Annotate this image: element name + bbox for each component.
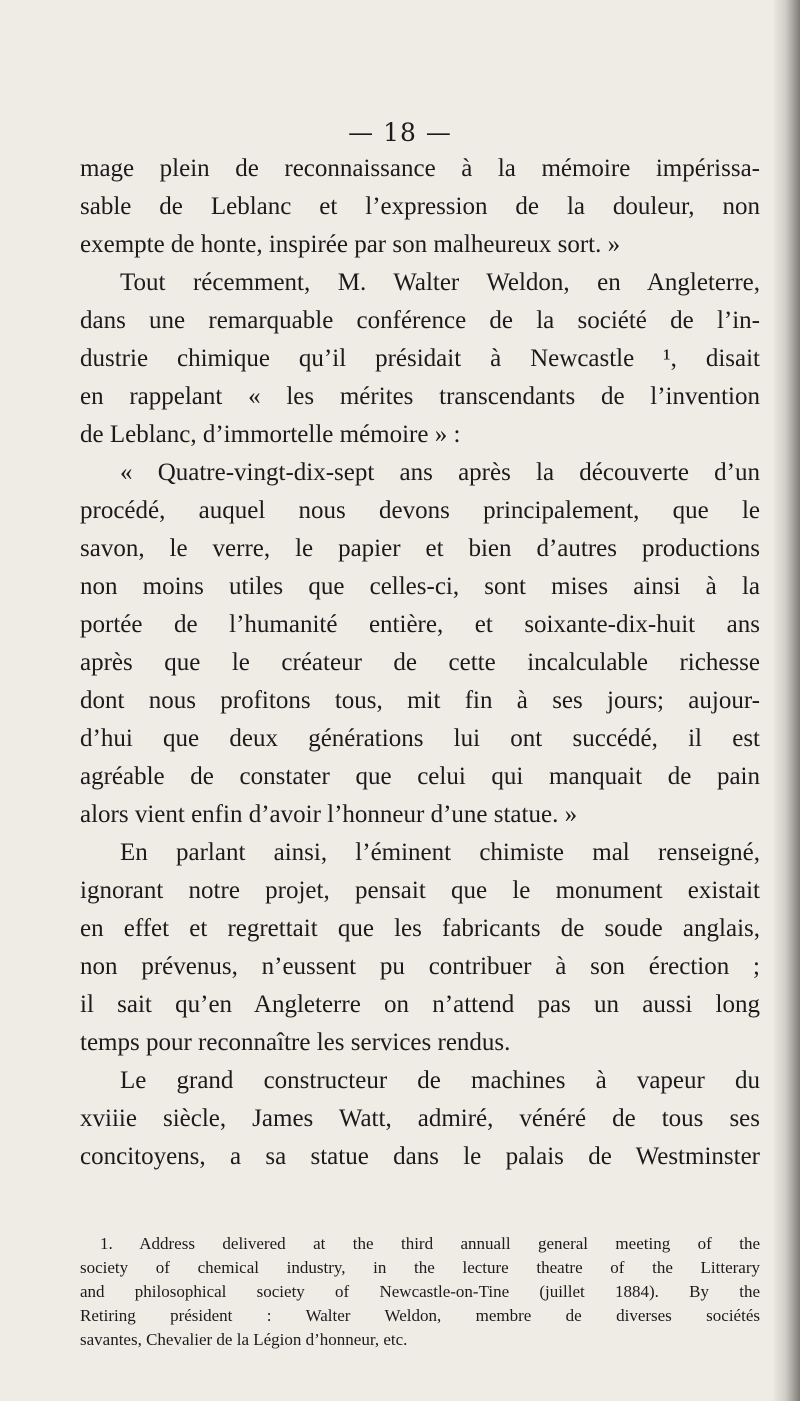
body-line: Le grand constructeur de machines à vapeur du: [120, 1067, 760, 1094]
body-line: après que le créateur de cette incalculable richesse: [80, 649, 760, 676]
body-line: ignorant notre projet, pensait que le monument existait: [80, 877, 760, 904]
body-line: dans une remarquable conférence de la société de l’in-: [80, 307, 760, 334]
body-line: Tout récemment, M. Walter Weldon, en Angleterre,: [120, 269, 760, 296]
body-line: dont nous profitons tous, mit fin à ses jours; aujour-: [80, 687, 760, 714]
body-line: exempte de honte, inspirée par son malheureux sort. »: [80, 231, 621, 258]
body-line: en rappelant « les mérites transcendants de l’invention: [80, 383, 760, 410]
body-line: non prévenus, n’eussent pu contribuer à son érection ;: [80, 953, 760, 980]
body-line: alors vient enfin d’avoir l’honneur d’une statue. »: [80, 801, 578, 828]
footnote-line: 1. Address delivered at the third annuall general meeting of the: [100, 1234, 760, 1253]
body-line: dustrie chimique qu’il présidait à Newcastle ¹, disait: [80, 345, 760, 372]
body-line: concitoyens, a sa statue dans le palais de Westminster: [80, 1143, 760, 1170]
body-line: en effet et regrettait que les fabricants de soude anglais,: [80, 915, 760, 942]
body-text: [80, 150, 760, 1176]
body-line: sable de Leblanc et l’expression de la douleur, non: [80, 193, 760, 220]
body-line: savon, le verre, le papier et bien d’autres productions: [80, 535, 760, 562]
body-line: portée de l’humanité entière, et soixante-dix-huit ans: [80, 611, 760, 638]
footnote-line: savantes, Chevalier de la Légion d’honneur, etc.: [80, 1330, 408, 1349]
footnote-line: society of chemical industry, in the lecture theatre of the Litterary: [80, 1258, 760, 1277]
footnote: [80, 1232, 760, 1352]
page-edge-shadow: [774, 0, 800, 1401]
body-line: temps pour reconnaître les services rendus.: [80, 1029, 511, 1056]
page-number: — 18 —: [348, 118, 452, 147]
body-line: de Leblanc, d’immortelle mémoire » :: [80, 421, 461, 448]
body-line: xviiie siècle, James Watt, admiré, vénéré de tous ses: [80, 1105, 760, 1132]
body-line: mage plein de reconnaissance à la mémoire impérissa-: [80, 155, 760, 182]
footnote-line: and philosophical society of Newcastle-on-Tine (juillet 1884). By the: [80, 1282, 760, 1301]
body-line: procédé, auquel nous devons principalement, que le: [80, 497, 760, 524]
body-line: d’hui que deux générations lui ont succédé, il est: [80, 725, 760, 752]
body-line: il sait qu’en Angleterre on n’attend pas un aussi long: [80, 991, 760, 1018]
body-line: « Quatre-vingt-dix-sept ans après la découverte d’un: [120, 459, 760, 486]
body-line: non moins utiles que celles-ci, sont mises ainsi à la: [80, 573, 760, 600]
footnote-line: Retiring président : Walter Weldon, membre de diverses sociétés: [80, 1306, 760, 1325]
body-line: En parlant ainsi, l’éminent chimiste mal renseigné,: [120, 839, 760, 866]
body-line: agréable de constater que celui qui manquait de pain: [80, 763, 760, 790]
